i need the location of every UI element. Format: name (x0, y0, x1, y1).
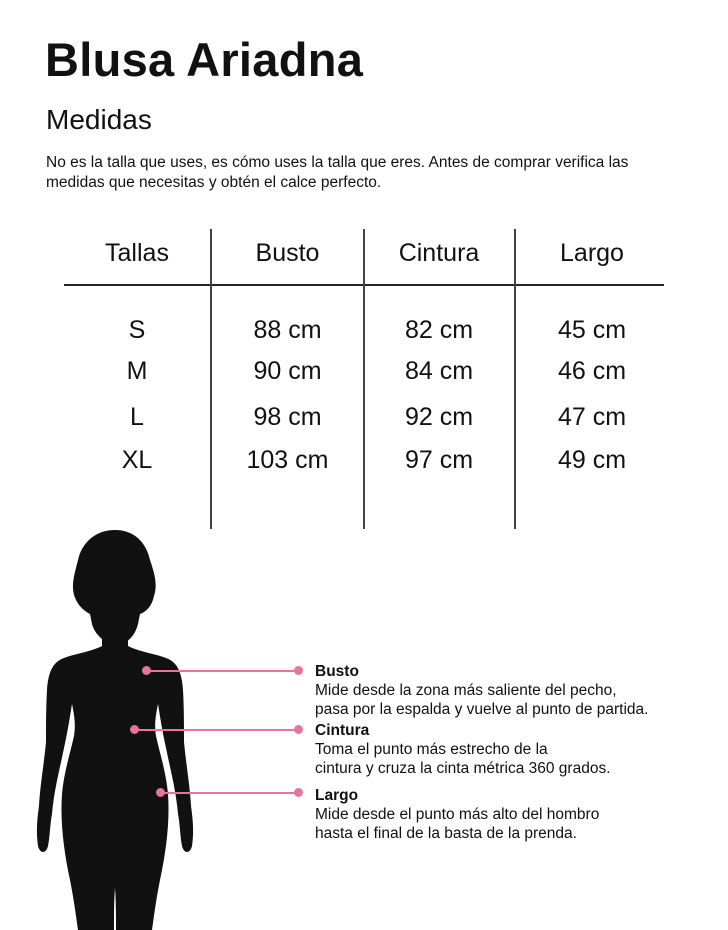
largo-xl: 49 cm (557, 446, 627, 474)
legend-description: pasa por la espalda y vuelve al punto de partida. (315, 701, 649, 718)
cintura-marker-dot (130, 725, 139, 734)
largo-s: 45 cm (557, 316, 627, 344)
legend-busto (315, 662, 648, 719)
busto-xl: 103 cm (246, 446, 329, 474)
size-l: L (130, 403, 144, 431)
legend-cintura (315, 721, 611, 778)
cintura-leader-line (134, 729, 298, 731)
busto-m: 90 cm (253, 357, 322, 385)
legend-description: Toma el punto más estrecho de la (315, 741, 548, 758)
largo-m: 46 cm (557, 357, 627, 385)
intro-text: No es la talla que uses, es cómo uses la talla que eres. Antes de comprar verifica las medidas que necesitas y obtén el calce perfecto. (46, 154, 629, 191)
legend-title: Cintura (315, 722, 370, 739)
busto-marker-dot (142, 666, 151, 675)
size-s: S (128, 316, 146, 344)
largo-marker-dot (294, 788, 303, 797)
cintura-m: 84 cm (404, 357, 474, 385)
cintura-marker-dot (294, 725, 303, 734)
busto-marker-dot (294, 666, 303, 675)
legend-description: Mide desde el punto más alto del hombro (315, 806, 600, 823)
header-cintura: Cintura (398, 239, 480, 267)
legend-description: cintura y cruza la cinta métrica 360 grados. (315, 760, 611, 777)
legend-description: hasta el final de la basta de la prenda. (315, 825, 577, 842)
page-title: Blusa Ariadna (45, 33, 364, 86)
busto-s: 88 cm (253, 316, 322, 344)
header-largo: Largo (560, 239, 624, 267)
legend-description: Mide desde la zona más saliente del pecho, (315, 682, 617, 699)
largo-leader-line (160, 792, 298, 794)
busto-l: 98 cm (253, 403, 322, 431)
cintura-l: 92 cm (404, 403, 474, 431)
busto-leader-line (146, 670, 298, 672)
legend-title: Busto (315, 663, 359, 680)
largo-l: 47 cm (557, 403, 627, 431)
size-m: M (126, 357, 148, 385)
cintura-xl: 97 cm (404, 446, 474, 474)
header-tallas: Tallas (105, 239, 169, 267)
page-subtitle: Medidas (46, 104, 152, 135)
legend-title: Largo (315, 787, 359, 804)
header-busto: Busto (255, 239, 320, 267)
size-xl: XL (121, 446, 153, 474)
largo-marker-dot (156, 788, 165, 797)
cintura-s: 82 cm (404, 316, 474, 344)
legend-largo (315, 786, 599, 843)
